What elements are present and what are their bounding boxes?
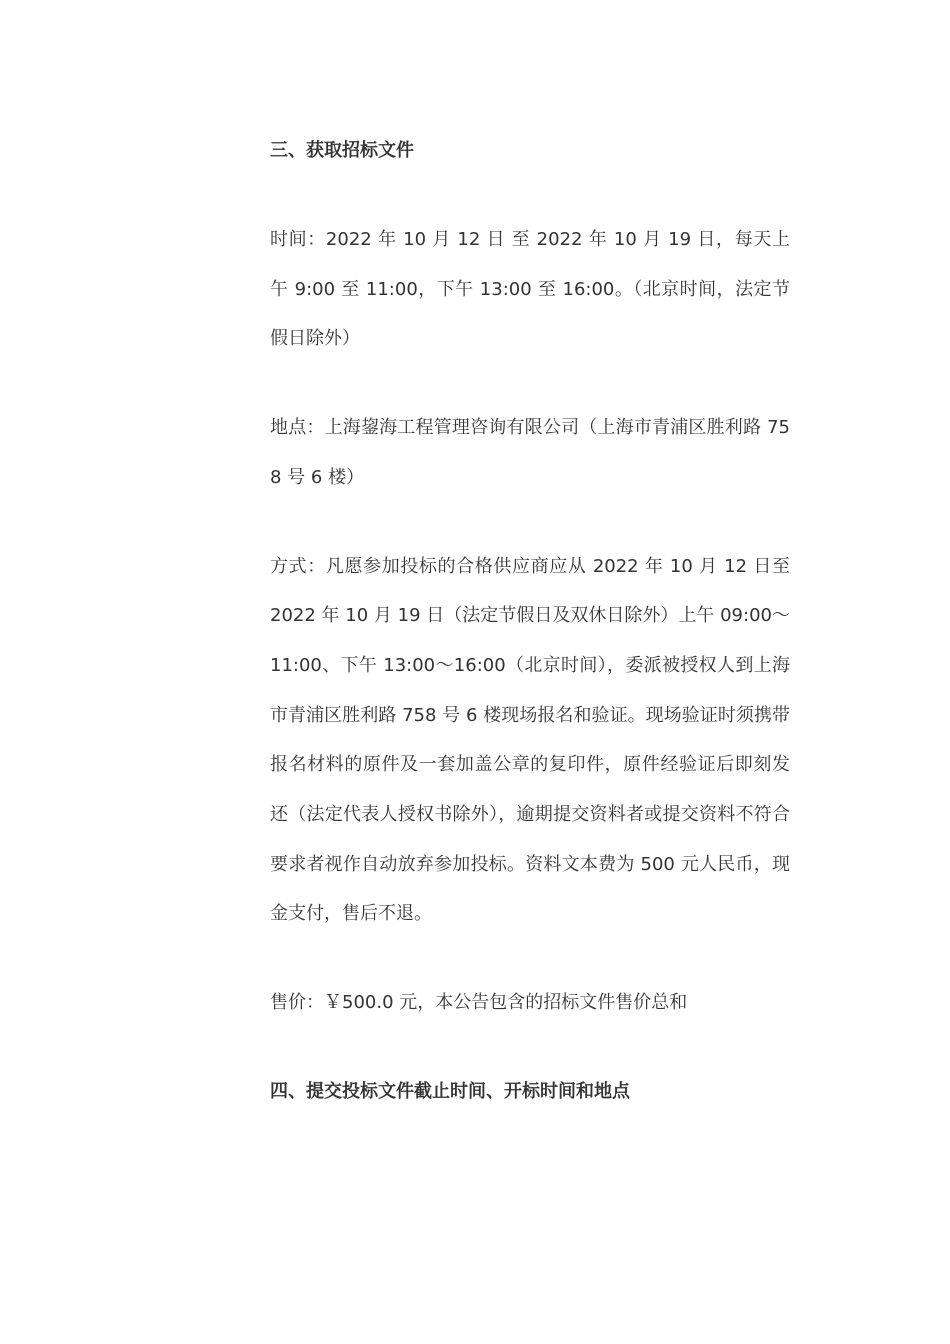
section-four-heading: 四、提交投标文件截止时间、开标时间和地点 (270, 1080, 630, 1102)
acquisition-place: 地点：上海鋆海工程管理咨询有限公司（上海市青浦区胜利路 758 号 6 楼） (270, 417, 790, 488)
document-price: 售价：￥500.0 元，本公告包含的招标文件售价总和 (270, 992, 688, 1014)
section-three-heading: 三、获取招标文件 (270, 140, 414, 161)
acquisition-time: 时间：2022 年 10 月 12 日 至 2022 年 10 月 19 日，每天上午 9:00 至 11:00，下午 13:00 至 16:00。（北京时间，法定节假日除外） (270, 229, 790, 350)
document-page (270, 128, 790, 1114)
acquisition-method: 方式：凡愿参加投标的合格供应商应从 2022 年 10 月 12 日至 2022 年 10 月 19 日（法定节假日及双休日除外）上午 09:00～11:00、下午 13:00～16:00（北京时间），委派被授权人到上海市青浦区胜利路 758 号 6 楼现场报名和验证。现场验证时须携带报名材料的原件及一套加盖公章的复印件，原件经验证后即刻发还（法定代表人授权书除外），逾期提交资料者或提交资料不符合要求者视作自动放弃参加投标。资料文本费为 500 元人民币，现金支付，售后不退。 (270, 555, 790, 925)
